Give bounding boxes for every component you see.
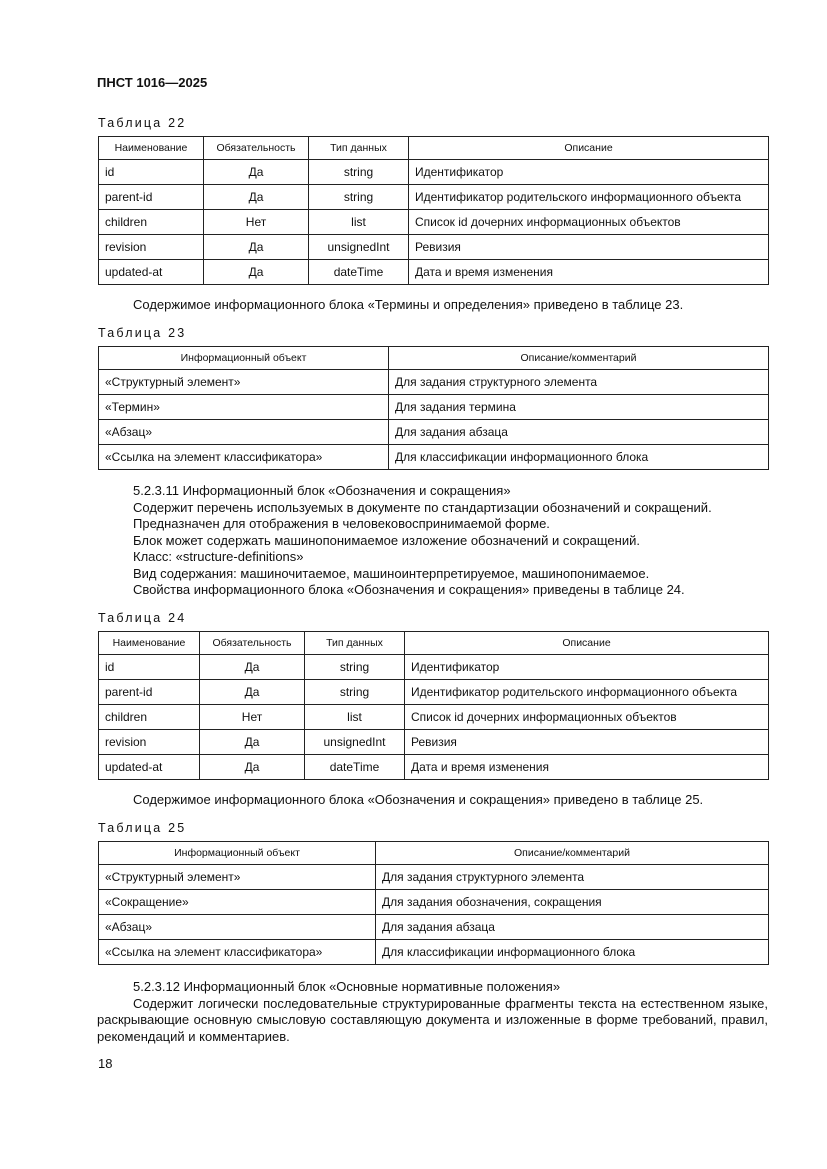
column-header: Описание/комментарий [376, 842, 769, 865]
column-header: Обязательность [204, 137, 309, 160]
column-header: Описание [405, 632, 769, 655]
table-22 [98, 136, 769, 285]
table-cell: Идентификатор родительского информационного объекта [409, 185, 769, 210]
table-cell: Да [204, 235, 309, 260]
column-header: Тип данных [309, 137, 409, 160]
table-cell: Для классификации информационного блока [389, 445, 769, 470]
table-cell: dateTime [309, 260, 409, 285]
table-23-caption: Таблица 23 [98, 326, 187, 340]
table-cell: revision [99, 235, 204, 260]
section-heading: 5.2.3.12 Информационный блок «Основные нормативные положения» [133, 979, 561, 994]
table-25 [98, 841, 769, 965]
column-header: Информационный объект [99, 347, 389, 370]
table-cell: Да [204, 260, 309, 285]
table-cell: parent-id [99, 185, 204, 210]
paragraph [97, 792, 768, 809]
table-row [99, 420, 769, 445]
table-cell: revision [99, 730, 200, 755]
text-line: Вид содержания: машиночитаемое, машиноинтерпретируемое, машинопонимаемое. [133, 565, 650, 581]
table-cell: updated-at [99, 755, 200, 780]
table-row [99, 235, 769, 260]
table-cell: parent-id [99, 680, 200, 705]
table-header-row [99, 137, 769, 160]
table-cell: Список id дочерних информационных объектов [409, 210, 769, 235]
table-cell: updated-at [99, 260, 204, 285]
table-24 [98, 631, 769, 780]
table-cell: dateTime [305, 755, 405, 780]
column-header: Наименование [99, 632, 200, 655]
table-cell: «Структурный элемент» [99, 370, 389, 395]
table-header-row [99, 842, 769, 865]
table-cell: list [309, 210, 409, 235]
text-line: Содержит перечень используемых в документе по стандартизации обозначений и сокращений. [133, 499, 712, 515]
table-cell: Нет [200, 705, 305, 730]
table-cell: Идентификатор родительского информационного объекта [405, 680, 769, 705]
table-row [99, 655, 769, 680]
text-line: Свойства информационного блока «Обозначения и сокращения» приведены в таблице 24. [133, 582, 685, 597]
table-cell: «Абзац» [99, 420, 389, 445]
table-row [99, 755, 769, 780]
text-line: Предназначен для отображения в человековоспринимаемой форме. [133, 516, 550, 531]
table-cell: id [99, 160, 204, 185]
table-cell: Да [200, 755, 305, 780]
section-5-2-3-12 [97, 979, 768, 1045]
column-header: Наименование [99, 137, 204, 160]
table-cell: Список id дочерних информационных объектов [405, 705, 769, 730]
table-cell: string [305, 680, 405, 705]
table-22-caption: Таблица 22 [98, 116, 187, 130]
table-row [99, 210, 769, 235]
table-row [99, 680, 769, 705]
document-id: ПНСТ 1016—2025 [97, 75, 208, 90]
table-row [99, 370, 769, 395]
table-cell: Дата и время изменения [409, 260, 769, 285]
table-cell: Идентификатор [405, 655, 769, 680]
column-header: Тип данных [305, 632, 405, 655]
table-cell: unsignedInt [309, 235, 409, 260]
table-cell: «Абзац» [99, 915, 376, 940]
table-cell: children [99, 705, 200, 730]
table-cell: Для задания абзаца [376, 915, 769, 940]
table-cell: Ревизия [409, 235, 769, 260]
table-cell: string [309, 185, 409, 210]
table-cell: Дата и время изменения [405, 755, 769, 780]
table-cell: list [305, 705, 405, 730]
table-cell: «Термин» [99, 395, 389, 420]
table-cell: id [99, 655, 200, 680]
table-cell: «Ссылка на элемент классификатора» [99, 445, 389, 470]
text-line: Класс: «structure-definitions» [133, 549, 304, 564]
table-header-row [99, 347, 769, 370]
table-cell: Для задания термина [389, 395, 769, 420]
table-cell: Ревизия [405, 730, 769, 755]
text-line: Содержимое информационного блока «Обозначения и сокращения» приведено в таблице 25. [133, 792, 704, 807]
table-row [99, 730, 769, 755]
table-cell: «Сокращение» [99, 890, 376, 915]
text-line: Блок может содержать машинопонимаемое изложение обозначений и сокращений. [133, 532, 640, 548]
table-cell: unsignedInt [305, 730, 405, 755]
table-cell: Да [204, 160, 309, 185]
table-row [99, 890, 769, 915]
table-24-caption: Таблица 24 [98, 611, 187, 625]
table-cell: Да [200, 730, 305, 755]
column-header: Информационный объект [99, 842, 376, 865]
table-cell: children [99, 210, 204, 235]
table-23 [98, 346, 769, 470]
table-row [99, 705, 769, 730]
table-cell: Для задания структурного элемента [376, 865, 769, 890]
paragraph-body: Содержит логически последовательные структурированные фрагменты текста на естественном языке, раскрывающие основную смысловую составляющую документа и изложенные в форме требований, правил, рекомендаций и комментариев. [97, 995, 768, 1044]
paragraph [97, 297, 768, 314]
table-row [99, 160, 769, 185]
table-cell: Да [200, 655, 305, 680]
table-row [99, 260, 769, 285]
table-cell: Для задания обозначения, сокращения [376, 890, 769, 915]
table-cell: string [309, 160, 409, 185]
text-line: Содержимое информационного блока «Термины и определения» приведено в таблице 23. [133, 297, 684, 312]
table-cell: Для задания структурного элемента [389, 370, 769, 395]
section-heading: 5.2.3.11 Информационный блок «Обозначения и сокращения» [133, 483, 511, 498]
page-number: 18 [98, 1056, 113, 1071]
table-cell: Да [200, 680, 305, 705]
column-header: Описание/комментарий [389, 347, 769, 370]
table-cell: Да [204, 185, 309, 210]
table-cell: «Структурный элемент» [99, 865, 376, 890]
table-25-caption: Таблица 25 [98, 821, 187, 835]
table-cell: Идентификатор [409, 160, 769, 185]
table-header-row [99, 632, 769, 655]
table-row [99, 185, 769, 210]
table-cell: Нет [204, 210, 309, 235]
table-cell: «Ссылка на элемент классификатора» [99, 940, 376, 965]
table-cell: Для классификации информационного блока [376, 940, 769, 965]
column-header: Обязательность [200, 632, 305, 655]
table-row [99, 940, 769, 965]
table-row [99, 865, 769, 890]
table-row [99, 445, 769, 470]
table-cell: Для задания абзаца [389, 420, 769, 445]
table-cell: string [305, 655, 405, 680]
table-row [99, 915, 769, 940]
section-5-2-3-11 [97, 483, 768, 599]
table-row [99, 395, 769, 420]
column-header: Описание [409, 137, 769, 160]
